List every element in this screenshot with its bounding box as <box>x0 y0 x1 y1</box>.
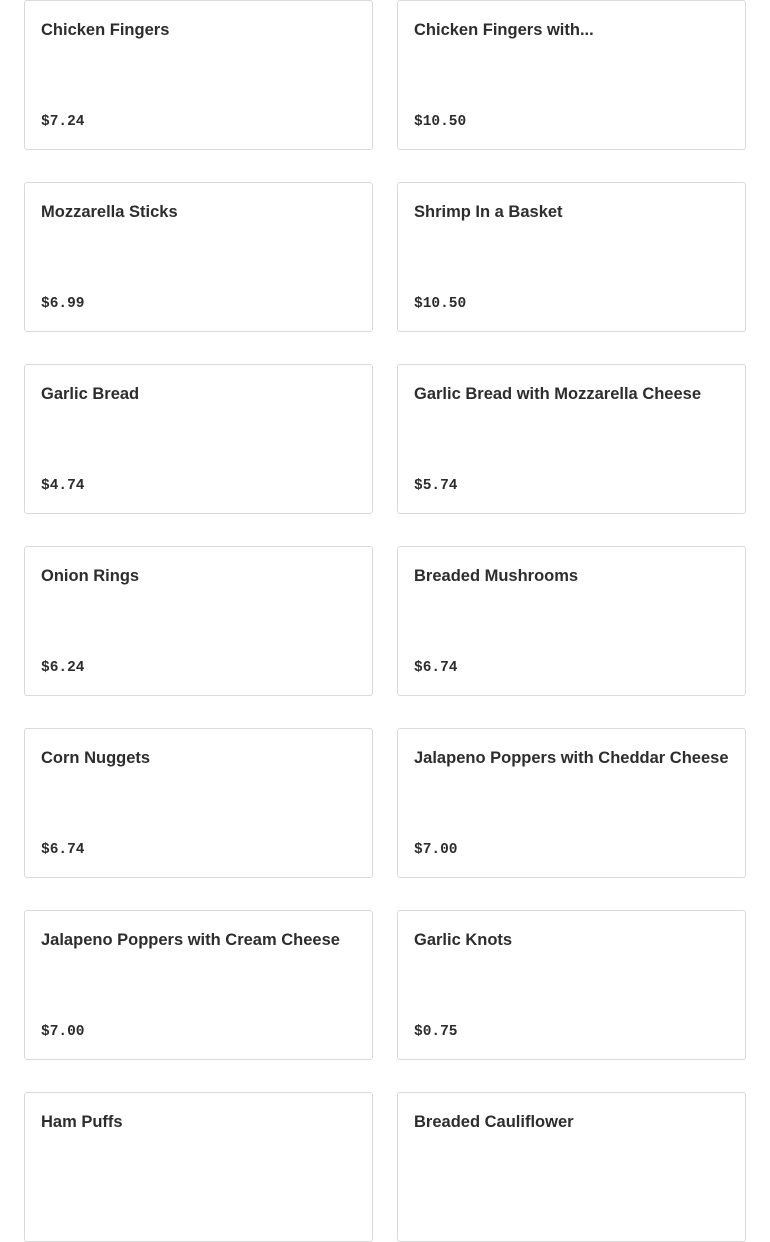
menu-item-name: Jalapeno Poppers with Cheddar Cheese <box>414 749 729 767</box>
menu-item-card[interactable] <box>24 546 373 696</box>
menu-item-name: Garlic Bread with Mozzarella Cheese <box>414 385 702 403</box>
menu-item-card[interactable] <box>397 364 746 514</box>
menu-item-card[interactable] <box>24 182 373 332</box>
menu-item-card[interactable] <box>24 1092 373 1242</box>
menu-item-price: $10.50 <box>414 296 467 312</box>
menu-item-grid <box>24 0 746 1242</box>
menu-item-card[interactable] <box>397 728 746 878</box>
menu-item-name: Mozzarella Sticks <box>41 203 178 221</box>
menu-item-card[interactable] <box>24 0 373 150</box>
menu-item-name: Shrimp In a Basket <box>414 203 563 221</box>
menu-item-name: Chicken Fingers <box>41 21 170 39</box>
menu-item-price: $7.24 <box>41 114 85 130</box>
menu-item-name: Breaded Cauliflower <box>414 1113 574 1131</box>
menu-item-name: Garlic Bread <box>41 385 140 403</box>
menu-item-price: $6.24 <box>41 660 85 676</box>
menu-item-name: Garlic Knots <box>414 931 513 949</box>
menu-item-price: $6.99 <box>41 296 85 312</box>
menu-item-price: $6.74 <box>414 660 458 676</box>
menu-item-price: $7.00 <box>41 1024 85 1040</box>
menu-item-name: Onion Rings <box>41 567 140 585</box>
menu-item-price: $0.75 <box>414 1024 458 1040</box>
menu-item-card[interactable] <box>24 910 373 1060</box>
menu-item-card[interactable] <box>397 0 746 150</box>
menu-item-name: Breaded Mushrooms <box>414 567 579 585</box>
menu-item-card[interactable] <box>397 546 746 696</box>
menu-item-card[interactable] <box>397 1092 746 1242</box>
menu-item-card[interactable] <box>24 728 373 878</box>
menu-item-card[interactable] <box>397 182 746 332</box>
menu-item-name: Ham Puffs <box>41 1113 123 1131</box>
menu-item-name: Corn Nuggets <box>41 749 151 767</box>
menu-item-price: $6.74 <box>41 842 85 858</box>
menu-item-price: $10.50 <box>414 114 467 130</box>
menu-item-price: $5.74 <box>414 478 458 494</box>
menu-item-card[interactable] <box>24 364 373 514</box>
menu-item-name: Chicken Fingers with... <box>414 21 594 39</box>
menu-item-price: $4.74 <box>41 478 85 494</box>
menu-item-price: $7.00 <box>414 842 458 858</box>
menu-item-name: Jalapeno Poppers with Cream Cheese <box>41 931 340 949</box>
menu-item-card[interactable] <box>397 910 746 1060</box>
